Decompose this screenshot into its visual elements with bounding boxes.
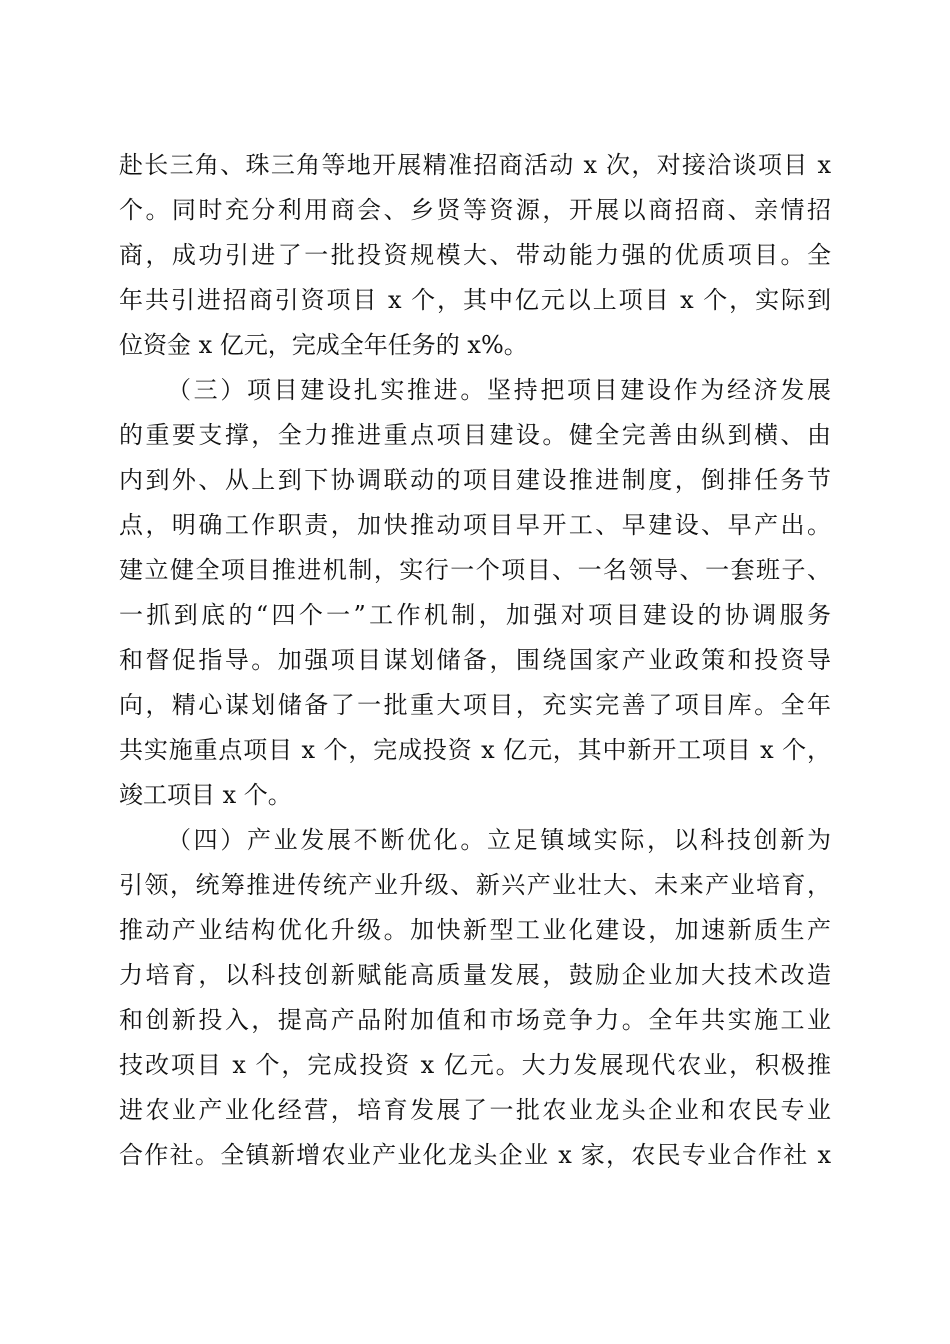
text-line: 力培育，以科技创新赋能高质量发展，鼓励企业加大技术改造	[119, 961, 831, 989]
section-heading: （四）产业发展不断优化。	[167, 826, 487, 854]
text-line: 内到外、从上到下协调联动的项目建设推进制度，倒排任务节	[119, 466, 831, 494]
section-heading: （三）项目建设扎实推进。	[167, 376, 487, 404]
paragraph-first-line	[119, 818, 831, 863]
text-line: 合作社。全镇新增农业产业化龙头企业 x 家，农民专业合作社 x	[119, 1141, 831, 1169]
paragraph-investment	[119, 143, 831, 368]
text-run: 立足镇域实际，以科技创新为	[487, 826, 831, 854]
text-line: 一抓到底的“四个一”工作机制，加强对项目建设的协调服务	[119, 601, 831, 629]
text-line: 竣工项目 x 个。	[119, 781, 292, 809]
document-body	[119, 143, 831, 1178]
text-line: 和督促指导。加强项目谋划储备，围绕国家产业政策和投资导	[119, 646, 831, 674]
paragraph-industry-development	[119, 818, 831, 1178]
text-line: 共实施重点项目 x 个，完成投资 x 亿元，其中新开工项目 x 个，	[119, 736, 831, 764]
text-line: 个。同时充分利用商会、乡贤等资源，开展以商招商、亲情招	[119, 196, 831, 224]
text-line: 点，明确工作职责，加快推动项目早开工、早建设、早产出。	[119, 511, 831, 539]
text-line: 的重要支撑，全力推进重点项目建设。健全完善由纵到横、由	[119, 421, 831, 449]
text-line: 赴长三角、珠三角等地开展精准招商活动 x 次，对接洽谈项目 x	[119, 151, 831, 179]
text-line: 年共引进招商引资项目 x 个，其中亿元以上项目 x 个，实际到	[119, 286, 831, 314]
text-run: 坚持把项目建设作为经济发展	[487, 376, 831, 404]
text-line: 建立健全项目推进机制，实行一个项目、一名领导、一套班子、	[119, 556, 831, 584]
text-line: 技改项目 x 个，完成投资 x 亿元。大力发展现代农业，积极推	[119, 1051, 831, 1079]
text-line: 推动产业结构优化升级。加快新型工业化建设，加速新质生产	[119, 916, 831, 944]
text-line: 位资金 x 亿元，完成全年任务的 x%。	[119, 331, 528, 359]
text-line: 向，精心谋划储备了一批重大项目，充实完善了项目库。全年	[119, 691, 831, 719]
text-line: 和创新投入，提高产品附加值和市场竞争力。全年共实施工业	[119, 1006, 831, 1034]
paragraph-project-construction	[119, 368, 831, 818]
text-line: 进农业产业化经营，培育发展了一批农业龙头企业和农民专业	[119, 1096, 831, 1124]
text-line: 引领，统筹推进传统产业升级、新兴产业壮大、未来产业培育，	[119, 871, 831, 899]
paragraph-first-line	[119, 368, 831, 413]
text-line: 商，成功引进了一批投资规模大、带动能力强的优质项目。全	[119, 241, 831, 269]
